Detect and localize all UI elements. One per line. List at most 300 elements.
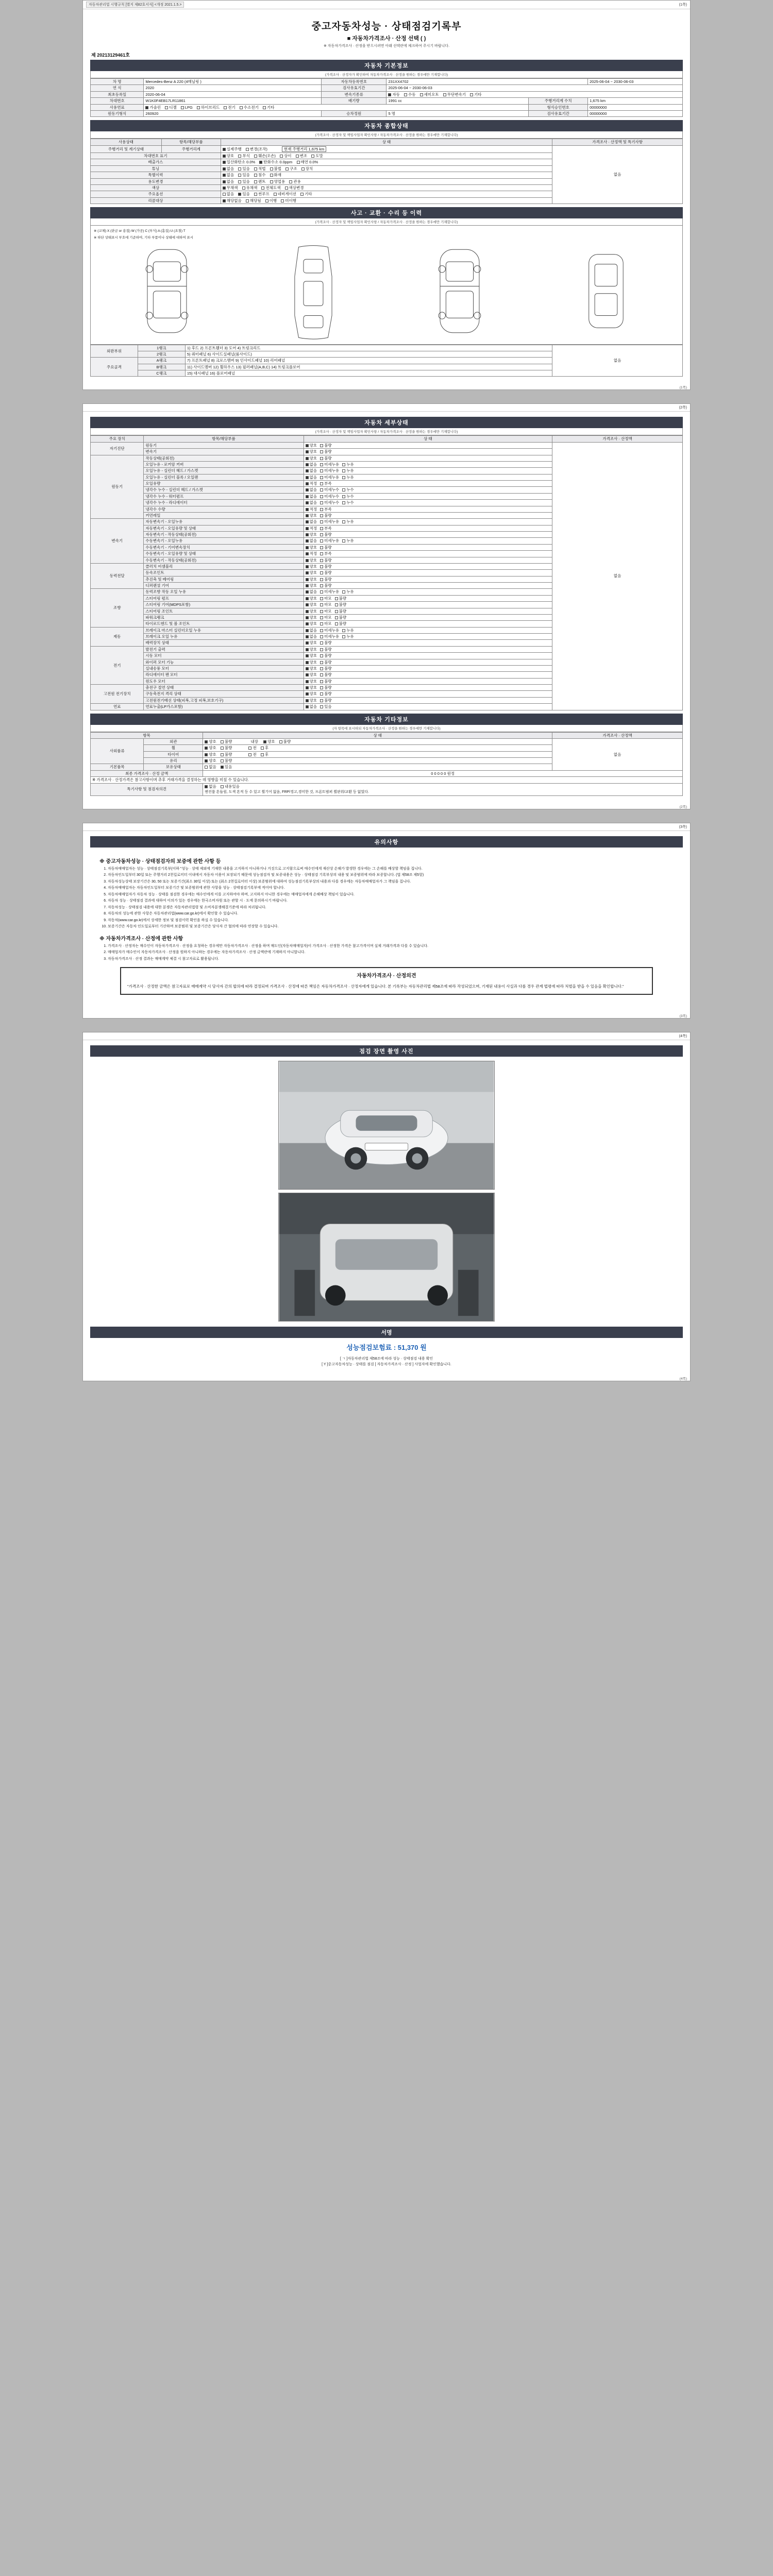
value-firstreg: 2020-06-04 [144,91,322,97]
opt-1-1-2[interactable]: 누유 [342,462,354,467]
opt-fuel-lpg[interactable]: LPG [181,105,193,110]
label-regno: 자동차등록번호 [322,79,386,85]
opt-vin-different[interactable]: 상이 [280,154,292,158]
detail-state [304,449,552,455]
opt-2-5-0[interactable]: 적정 [306,551,317,556]
opt-2-6-0[interactable]: 양호 [306,558,317,563]
label-model-approval: 형식승인번호 [529,104,588,110]
detail-group-7: 고전원 전기장치 [91,685,144,704]
detail-state [304,627,552,633]
detail-state [304,455,552,461]
opt-recall-none[interactable]: 해당없음 [223,198,242,203]
detail-state [304,672,552,678]
opt-4-2-2[interactable]: 불량 [335,602,347,607]
table-row [91,777,683,783]
th-part: 항목/해당부품 [144,436,304,442]
opt-1-6-0[interactable]: 없음 [306,494,317,499]
opt-1-0-0[interactable]: 양호 [306,456,317,461]
signature-header: 서명 [90,1327,683,1338]
opt-1-4-1[interactable]: 부족 [320,481,332,486]
other-state-basic [203,764,552,770]
th-usage: 사용상태 [91,139,162,145]
detail-state [304,640,552,646]
opt-0-1-1[interactable]: 불량 [320,449,332,454]
row-usechange-cat: 용도변경 [91,178,221,184]
opt-2-2-0[interactable]: 양호 [306,532,317,537]
opt-3-1-1[interactable]: 불량 [320,570,332,575]
signature-note-2: [ Y ]중고자동차성능 · 상태를 점검 [ 자동차가격조사 · 산정 ] 사업자에 확인했습니다. [322,1363,451,1367]
opt-0-1-0[interactable]: 양호 [306,449,317,454]
opt-7-0-0[interactable]: 양호 [306,685,317,690]
opt-vin-altered[interactable]: 변조 [296,154,308,158]
opt-trans-auto[interactable]: 자동 [388,92,400,97]
opt-wheel-bad[interactable]: 불량 [221,745,232,750]
overall-state-table [90,139,683,204]
detail-item: 동력조향 작동 오일 누유 [144,589,304,595]
opt-3-2-1[interactable]: 불량 [320,577,332,582]
opt-odo-changed[interactable]: 변경(조작) [246,147,267,151]
table-row [91,91,683,97]
opt-4-4-1[interactable]: 마모 [320,615,332,620]
opt-fuel-diesel[interactable]: 디젤 [165,105,177,110]
opt-2-4-0[interactable]: 양호 [306,545,317,550]
opt-4-1-1[interactable]: 마모 [320,596,332,601]
row-emission-cat: 배출가스 [91,159,221,165]
opt-1-3-1[interactable]: 미세누유 [320,475,339,480]
opt-tuning-device[interactable]: 장치 [301,166,313,171]
opt-2-2-1[interactable]: 불량 [320,532,332,537]
detail-item: 수동변속기 - 오일누유 [144,538,304,544]
opt-1-7-2[interactable]: 누수 [342,500,354,505]
row-vin-cat: 차대번호 표기 [91,153,221,159]
opt-trans-etc[interactable]: 기타 [470,92,482,97]
opt-wheel-good[interactable]: 양호 [205,745,216,750]
car-right-svg [395,242,524,340]
label-transmission: 변속기종류 [322,91,386,97]
other-item-wheel: 휠 [144,745,203,751]
opt-7-2-1[interactable]: 불량 [320,698,332,703]
detail-state [304,697,552,703]
opt-3-2-0[interactable]: 양호 [306,577,317,582]
opt-trans-semi[interactable]: 세미오토 [420,92,439,97]
row-emission-state [221,159,552,165]
opt-options-navigation[interactable]: 네비게이션 [274,192,296,196]
other-cat-basic: 기본품목 [91,764,144,770]
detail-item: 연료누출(LP가스포함) [144,704,304,710]
opt-1-3-2[interactable]: 누유 [342,475,354,480]
opt-2-4-1[interactable]: 불량 [320,545,332,550]
opt-1-2-2[interactable]: 누유 [342,468,354,473]
opt-1-0-1[interactable]: 불량 [320,456,332,461]
opt-tuning-none[interactable]: 없음 [223,166,234,171]
opt-color-achromatic[interactable]: 무채색 [223,185,238,190]
opt-1-1-0[interactable]: 없음 [306,462,317,467]
section-accident-note: (가격조사 · 산정자 및 책임사업자 확인사항 / 자동차가격조사 · 산정을 원하는 경우에만 기재합니다) [90,218,683,226]
opt-color-full-repaint[interactable]: 전체도색 [261,185,280,190]
opt-trans-manual[interactable]: 수동 [404,92,416,97]
page-subtitle: ■ 자동차가격조사 · 산정 선택 ( ) [347,36,426,42]
odometer-reading: 현재 주행거리 1,675 km [282,146,327,152]
section-detail-header: 자동차 세부상태 [90,417,683,428]
opt-6-5-1[interactable]: 불량 [320,679,332,684]
detail-item: 배력장치 상태 [144,640,304,646]
detail-item: 원동기 [144,442,304,448]
opt-tire-front[interactable]: 전 [248,752,256,757]
notice-item-8: 9. 자동차(www.car.go.kr)에서 상세한 정보 및 점검이력 확인을 하실 수 있습니다. [108,918,674,924]
car-view-right [395,242,524,341]
detail-group-5: 제동 [91,627,144,646]
page3-footer: (3쪽) [679,1014,687,1019]
opt-4-3-1[interactable]: 마모 [320,609,332,614]
opt-0-0-0[interactable]: 양호 [306,443,317,448]
value-regno-extra: 2025-06-04 ~ 2030-06-03 [588,79,683,85]
opt-emission-hc[interactable]: 탄화수소 0.0ppm [259,160,292,164]
opt-2-6-1[interactable]: 불량 [320,558,332,563]
table-row [91,783,683,795]
page1-footer: (1쪽) [679,386,687,390]
opt-odo-actual[interactable]: 실제주행 [223,147,242,151]
opt-fuel-hydrogen[interactable]: 수소전기 [240,105,259,110]
table-row [91,104,683,110]
opt-usechange-gov[interactable]: 관용 [289,179,301,184]
opt-1-5-0[interactable]: 없음 [306,487,317,492]
total-label: 최종 가격조사 · 산정 금액 [91,770,203,776]
parts-rankc-text: 15) 대시패널 16) 플로어패널 [185,370,552,377]
value-carname: Mercedes-Benz A 220 (4매닐링 ) [144,79,322,85]
opt-5-2-1[interactable]: 불량 [320,640,332,645]
opt-2-1-1[interactable]: 부족 [320,526,332,531]
detail-state-table [90,435,683,710]
detail-group-4: 조향 [91,589,144,627]
opt-1-5-1[interactable]: 미세누수 [320,487,339,492]
opt-8-0-1[interactable]: 있음 [320,704,332,709]
opt-5-0-1[interactable]: 미세누유 [320,628,339,633]
opt-basic-yes[interactable]: 있음 [221,765,232,769]
opt-emission-co[interactable]: 일산화탄소 0.0% [223,160,255,164]
opt-4-2-1[interactable]: 마모 [320,602,332,607]
car-view-rear [542,242,670,341]
opt-tire-rear[interactable]: 후 [261,752,268,757]
declaration-body: "가격조사 · 산정한 금액은 참고자료로 매매계약 시 당사자 간의 합의에 따라 결정되며 가격조사 · 산정에 따른 책임은 자동차가격조사 · 산정자에게 있습니다. 본 기록부는 자동차관리법 제58조에 따라 작성되었으며, 기재된 내용이 사실과 다를 경우 관계 법령에 따라 처벌을 받을 수 있음을 확인합니다." [127,984,624,989]
notice-heading-2: ※ 자동차가격조사 · 산정에 관한 사항 [99,936,183,942]
opt-tuning-structure[interactable]: 구조 [285,166,297,171]
declaration-title: 자동차가격조사 · 산정의견 [357,973,416,979]
th-other-amount: 가격조사 · 산정액 [552,732,683,738]
notice-list-appraisal [99,944,674,962]
opt-tuning-illegal[interactable]: 불법 [270,166,282,171]
opt-6-2-1[interactable]: 불량 [320,660,332,665]
th-other-item: 항목 [91,732,203,738]
opt-3-0-1[interactable]: 불량 [320,564,332,569]
opt-trans-cvt[interactable]: 무단변속기 [443,92,466,97]
parts-cat-outer: 외판부위 [91,345,138,358]
opt-interior-bad[interactable]: 불량 [279,739,291,744]
detail-item: 변속기 [144,449,304,455]
detail-item: 추진축 및 베어링 [144,576,304,582]
th-state: 상 태 [221,139,552,145]
opt-5-1-1[interactable]: 미세누유 [320,634,339,639]
front-photo [278,1061,495,1190]
opt-tire-bad[interactable]: 불량 [221,752,232,757]
car-views [94,242,679,341]
opt-4-0-2[interactable]: 누유 [342,589,354,594]
opt-wheel-rear[interactable]: 후 [261,745,268,750]
opt-5-1-2[interactable]: 누유 [342,634,354,639]
detail-state [304,493,552,499]
detail-state [304,704,552,710]
opt-special-flood[interactable]: 침수 [254,173,266,177]
table-row [91,345,683,351]
opt-1-4-0[interactable]: 적정 [306,481,317,486]
opt-5-0-0[interactable]: 없음 [306,628,317,633]
opt-8-0-0[interactable]: 없음 [306,704,317,709]
label-fuel: 사용연료 [91,104,144,110]
opt-color-chromatic[interactable]: 유채색 [242,185,258,190]
opt-6-5-0[interactable]: 양호 [306,679,317,684]
opt-6-3-0[interactable]: 양호 [306,666,317,671]
opt-4-4-0[interactable]: 양호 [306,615,317,620]
opt-4-5-0[interactable]: 양호 [306,621,317,626]
opt-options-etc[interactable]: 기타 [300,192,312,196]
opt-tuning-yes[interactable]: 있음 [238,166,250,171]
label-engine-type: 원동기형식 [91,110,144,116]
opt-fuel-electric[interactable]: 전기 [224,105,236,110]
opt-exterior-bad[interactable]: 불량 [221,739,232,744]
page-1 [82,0,691,390]
opt-2-0-2[interactable]: 누유 [342,519,354,524]
detail-state [304,659,552,665]
opt-usechange-yes[interactable]: 있음 [238,179,250,184]
table-row [91,770,683,776]
opt-7-1-0[interactable]: 양호 [306,691,317,696]
opt-wheel-front[interactable]: 전 [248,745,256,750]
page2-number: (2쪽) [679,406,687,410]
detail-item: 클러치 어셈블리 [144,563,304,569]
opt-4-1-0[interactable]: 양호 [306,596,317,601]
opt-special-has[interactable]: 내용있음 [221,784,240,789]
opt-special-none[interactable]: 없음 [223,173,234,177]
detail-state [304,506,552,512]
car-view-top [249,242,378,341]
opt-1-2-0[interactable]: 없음 [306,468,317,473]
opt-1-3-0[interactable]: 없음 [306,475,317,480]
section-overall-note: (가격조사 · 산정자 및 책임사업자 확인사항 / 자동차가격조사 · 산정을 원하는 경우에만 기재합니다) [90,131,683,139]
opt-color-changed[interactable]: 색상변경 [285,185,304,190]
value-regno: 231XX4702 [386,79,588,85]
opt-6-1-1[interactable]: 불량 [320,653,332,658]
opt-6-2-0[interactable]: 양호 [306,660,317,665]
opt-4-3-2[interactable]: 불량 [335,609,347,614]
opt-6-4-0[interactable]: 양호 [306,672,317,677]
opt-4-0-1[interactable]: 미세누유 [320,589,339,594]
opt-6-0-0[interactable]: 양호 [306,647,317,652]
opt-1-9-0[interactable]: 양호 [306,513,317,518]
notice-item-6: 7. 자동차성능 · 상태점검 내용에 대한 분쟁은 자동차관리법령 및 소비자분쟁해결기준에 따라 처리됩니다. [108,905,674,911]
opt-1-1-1[interactable]: 미세누유 [320,462,339,467]
value-engine-type: 260920 [144,110,322,116]
opt-fuel-hybrid[interactable]: 하이브리드 [197,105,220,110]
section-other-header: 자동차 기타정보 [90,714,683,725]
value-displacement: 1991 cc [386,98,529,104]
detail-state [304,544,552,550]
value-fuel [144,104,529,110]
opt-fuel-etc[interactable]: 기타 [263,105,275,110]
page1-topstrip [83,1,690,9]
opt-emission-smoke[interactable]: 매연 0.0% [297,160,318,164]
opt-usechange-none[interactable]: 없음 [223,179,234,184]
opt-4-5-1[interactable]: 마모 [320,621,332,626]
table-row [91,98,683,104]
opt-4-4-2[interactable]: 불량 [335,615,347,620]
detail-item: 수동변속기 - 기어변속장치 [144,544,304,550]
opt-6-1-0[interactable]: 양호 [306,653,317,658]
label-approval-no: 검사유효기간 [529,110,588,116]
detail-item: 오일유량 [144,481,304,487]
opt-special-fire[interactable]: 화재 [270,173,282,177]
opt-1-7-1[interactable]: 미세누수 [320,500,339,505]
opt-7-1-1[interactable]: 불량 [320,691,332,696]
opt-2-0-1[interactable]: 미세누유 [320,519,339,524]
detail-item: 커먼레일 [144,512,304,518]
opt-7-0-1[interactable]: 불량 [320,685,332,690]
rank-b: B랭크 [138,364,185,370]
opt-1-9-1[interactable]: 불량 [320,513,332,518]
opt-vin-erased[interactable]: 도말 [311,154,323,158]
opt-3-3-1[interactable]: 불량 [320,583,332,588]
row-options-cat: 주요옵션 [91,191,221,197]
opt-interior-good[interactable]: 양호 [263,739,275,744]
opt-options-yes[interactable]: 있음 [238,192,250,196]
opt-3-1-0[interactable]: 양호 [306,570,317,575]
opt-3-3-0[interactable]: 양호 [306,583,317,588]
opt-1-6-2[interactable]: 누수 [342,494,354,499]
parts-ranka-text: 7) 프론트패널 8) 크로스멤버 9) 인사이드패널 10) 리어패널 [185,358,552,364]
opt-2-0-0[interactable]: 없음 [306,519,317,524]
car-top-svg [249,242,378,340]
detail-item: 윈도우 모터 [144,678,304,684]
detail-item: 자동변속기 - 오일누유 [144,519,304,525]
opt-1-8-0[interactable]: 적정 [306,507,317,512]
opt-2-3-0[interactable]: 없음 [306,538,317,543]
opt-1-2-1[interactable]: 미세누유 [320,468,339,473]
label-vin: 차대번호 [91,98,144,104]
opt-2-3-2[interactable]: 누유 [342,538,354,543]
opt-6-4-1[interactable]: 불량 [320,672,332,677]
opt-4-5-2[interactable]: 불량 [335,621,347,626]
opt-4-1-2[interactable]: 불량 [335,596,347,601]
opt-4-0-0[interactable]: 없음 [306,589,317,594]
opt-vin-damaged[interactable]: 훼손(오손) [254,154,276,158]
detail-item: 오일누유 - 로커암 커버 [144,461,304,467]
detail-state [304,532,552,538]
notice-item-3: 4. 자동차매매업자는 자동차인도일부터 보증기간 및 보증범위에 관한 사항을 성능 · 상태점검기록부에 적어야 합니다. [108,886,674,891]
opt-options-sunroof[interactable]: 썬루프 [254,192,270,196]
opt-glass-bad[interactable]: 불량 [221,758,232,763]
opt-tire-good[interactable]: 양호 [205,752,216,757]
other-price-note: 없음 [552,738,683,770]
total-value: 0 0 0 0 0 원정 [203,770,683,776]
opt-5-0-2[interactable]: 누유 [342,628,354,633]
detail-state [304,614,552,620]
opt-0-0-1[interactable]: 불량 [320,443,332,448]
opt-options-none[interactable]: 없음 [223,192,234,196]
opt-special-none2[interactable]: 없음 [205,784,216,789]
detail-state [304,576,552,582]
table-row [91,85,683,91]
opt-2-3-1[interactable]: 미세누유 [320,538,339,543]
detail-item: 자동변속기 - 오일유량 및 상태 [144,525,304,531]
opt-4-2-0[interactable]: 양호 [306,602,317,607]
special-value [203,783,683,795]
opt-6-3-1[interactable]: 불량 [320,666,332,671]
total-note: ※ 가격조사 · 산정가격은 참고사항이며 추후 거래가격을 결정하는 데 영향을 미칠 수 있습니다. [91,777,683,783]
opt-5-1-0[interactable]: 없음 [306,634,317,639]
section-accident-header: 사고 · 교환 · 수리 등 이력 [90,207,683,218]
opt-usechange-business[interactable]: 영업용 [270,179,285,184]
opt-recall-done[interactable]: 이행 [265,198,277,203]
label-odometer: 주행거리계 수치 [529,98,588,104]
opt-1-5-2[interactable]: 누수 [342,487,354,492]
detail-group-1: 원동기 [91,455,144,519]
opt-recall-notdone[interactable]: 미이행 [281,198,296,203]
label-seats: 승차정원 [322,110,386,116]
opt-basic-none[interactable]: 없음 [205,765,216,769]
opt-1-6-1[interactable]: 미세누수 [320,494,339,499]
opt-recall-yes[interactable]: 해당됨 [246,198,261,203]
opt-2-5-1[interactable]: 부족 [320,551,332,556]
opt-glass-good[interactable]: 양호 [205,758,216,763]
detail-item: 냉각수 누수 - 실린더 헤드 / 가스켓 [144,487,304,493]
opt-vin-good[interactable]: 양호 [223,154,234,158]
detail-item: 디퍼렌셜 기어 [144,583,304,589]
detail-state [304,563,552,569]
opt-6-0-1[interactable]: 불량 [320,647,332,652]
label-year: 연 식 [91,85,144,91]
opt-5-2-0[interactable]: 양호 [306,640,317,645]
detail-item: 발전기 출력 [144,646,304,652]
page-3 [82,823,691,1019]
other-state-wheel [203,745,552,751]
appraisal-item-1: 2. 매매업자가 매수인이 자동차가격조사 · 산정을 원하지 아니하는 경우에는 자동차가격조사 · 산정 금액란에 기재하지 아니합니다. [108,950,674,956]
section-basic-info-header: 자동차 기본정보 [90,60,683,71]
th-device: 주요 장치 [91,436,144,442]
opt-3-0-0[interactable]: 양호 [306,564,317,569]
opt-4-3-0[interactable]: 양호 [306,609,317,614]
page4-number: (4쪽) [679,1035,687,1039]
page-2 [82,403,691,809]
value-inspection: 2025-06-04 ~ 2030-06-03 [386,85,683,91]
row-tuning-cat: 튜닝 [91,165,221,172]
opt-special-yes[interactable]: 있음 [238,173,250,177]
detail-item: 냉각수 수량 [144,506,304,512]
opt-2-1-0[interactable]: 적정 [306,526,317,531]
opt-usechange-rent[interactable]: 렌트 [254,179,266,184]
opt-1-8-1[interactable]: 부족 [320,507,332,512]
opt-vin-corrosion[interactable]: 부식 [238,154,250,158]
detail-group-6: 전기 [91,646,144,684]
opt-exterior-good[interactable]: 양호 [205,739,216,744]
opt-1-7-0[interactable]: 없음 [306,500,317,505]
table-header-row [91,139,683,145]
other-label-interior: 내장 [250,739,258,744]
detail-state [304,481,552,487]
page3-number: (3쪽) [679,825,687,829]
form-code: 자동차관리법 시행규칙 [별지 제82호서식] <개정 2021.1.5.> [86,2,184,8]
opt-7-2-0[interactable]: 양호 [306,698,317,703]
opt-fuel-gasoline[interactable]: 가솔린 [145,105,161,110]
other-state-glass [203,758,552,764]
opt-tuning-legal[interactable]: 적법 [254,166,266,171]
